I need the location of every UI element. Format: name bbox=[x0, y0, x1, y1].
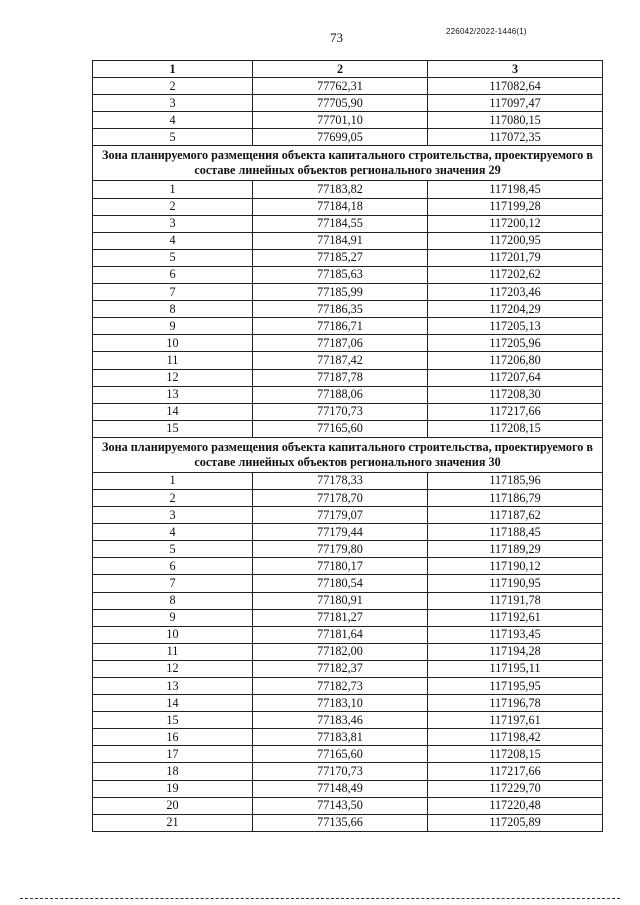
x-coordinate-cell: 77184,18 bbox=[253, 198, 428, 215]
point-number-cell: 8 bbox=[93, 301, 253, 318]
y-coordinate-cell: 117190,12 bbox=[428, 558, 603, 575]
point-number-cell: 4 bbox=[93, 112, 253, 129]
point-number-cell: 6 bbox=[93, 558, 253, 575]
y-coordinate-cell: 117197,61 bbox=[428, 712, 603, 729]
x-coordinate-cell: 77170,73 bbox=[253, 763, 428, 780]
zone-title-row bbox=[93, 437, 603, 472]
point-number-cell: 7 bbox=[93, 284, 253, 301]
point-number-cell: 8 bbox=[93, 592, 253, 609]
y-coordinate-cell: 117217,66 bbox=[428, 403, 603, 420]
y-coordinate-cell: 117204,29 bbox=[428, 301, 603, 318]
y-coordinate-cell: 117190,95 bbox=[428, 575, 603, 592]
y-coordinate-cell: 117205,96 bbox=[428, 335, 603, 352]
x-coordinate-cell: 77180,17 bbox=[253, 558, 428, 575]
point-number-cell: 20 bbox=[93, 797, 253, 814]
point-number-cell: 14 bbox=[93, 695, 253, 712]
point-number-cell: 18 bbox=[93, 763, 253, 780]
x-coordinate-cell: 77182,00 bbox=[253, 643, 428, 660]
table-row bbox=[93, 78, 603, 95]
x-coordinate-cell: 77181,64 bbox=[253, 626, 428, 643]
x-coordinate-cell: 77165,60 bbox=[253, 746, 428, 763]
table-row bbox=[93, 678, 603, 695]
x-coordinate-cell: 77180,91 bbox=[253, 592, 428, 609]
table-row bbox=[93, 712, 603, 729]
x-coordinate-cell: 77701,10 bbox=[253, 112, 428, 129]
y-coordinate-cell: 117205,13 bbox=[428, 318, 603, 335]
table-row bbox=[93, 301, 603, 318]
y-coordinate-cell: 117198,45 bbox=[428, 181, 603, 198]
table-row bbox=[93, 609, 603, 626]
point-number-cell: 21 bbox=[93, 814, 253, 831]
y-coordinate-cell: 117199,28 bbox=[428, 198, 603, 215]
y-coordinate-cell: 117192,61 bbox=[428, 609, 603, 626]
table-row bbox=[93, 386, 603, 403]
point-number-cell: 13 bbox=[93, 678, 253, 695]
y-coordinate-cell: 117191,78 bbox=[428, 592, 603, 609]
x-coordinate-cell: 77182,73 bbox=[253, 678, 428, 695]
table-row bbox=[93, 129, 603, 146]
x-coordinate-cell: 77762,31 bbox=[253, 78, 428, 95]
zone-title: Зона планируемого размещения объекта капитального строительства, проектируемого в составе линейных объектов регионального значения 29 bbox=[93, 146, 603, 181]
x-coordinate-cell: 77187,78 bbox=[253, 369, 428, 386]
x-coordinate-cell: 77705,90 bbox=[253, 95, 428, 112]
table-row bbox=[93, 266, 603, 283]
page-number: 73 bbox=[330, 30, 343, 45]
table-row bbox=[93, 558, 603, 575]
y-coordinate-cell: 117208,15 bbox=[428, 420, 603, 437]
x-coordinate-cell: 77179,44 bbox=[253, 524, 428, 541]
point-number-cell: 9 bbox=[93, 318, 253, 335]
y-coordinate-cell: 117189,29 bbox=[428, 541, 603, 558]
table-row bbox=[93, 249, 603, 266]
point-number-cell: 3 bbox=[93, 507, 253, 524]
header-cell-1: 1 bbox=[93, 61, 253, 78]
table-row bbox=[93, 232, 603, 249]
table-row bbox=[93, 318, 603, 335]
y-coordinate-cell: 117195,11 bbox=[428, 660, 603, 677]
x-coordinate-cell: 77183,10 bbox=[253, 695, 428, 712]
table-row bbox=[93, 215, 603, 232]
footer-divider bbox=[20, 898, 620, 899]
x-coordinate-cell: 77179,07 bbox=[253, 507, 428, 524]
point-number-cell: 10 bbox=[93, 626, 253, 643]
table-row bbox=[93, 592, 603, 609]
point-number-cell: 4 bbox=[93, 524, 253, 541]
point-number-cell: 5 bbox=[93, 129, 253, 146]
table-row bbox=[93, 489, 603, 506]
y-coordinate-cell: 117200,95 bbox=[428, 232, 603, 249]
point-number-cell: 13 bbox=[93, 386, 253, 403]
x-coordinate-cell: 77178,33 bbox=[253, 472, 428, 489]
x-coordinate-cell: 77184,55 bbox=[253, 215, 428, 232]
y-coordinate-cell: 117229,70 bbox=[428, 780, 603, 797]
x-coordinate-cell: 77186,35 bbox=[253, 301, 428, 318]
x-coordinate-cell: 77170,73 bbox=[253, 403, 428, 420]
x-coordinate-cell: 77699,05 bbox=[253, 129, 428, 146]
table-row bbox=[93, 814, 603, 831]
y-coordinate-cell: 117186,79 bbox=[428, 489, 603, 506]
x-coordinate-cell: 77179,80 bbox=[253, 541, 428, 558]
x-coordinate-cell: 77188,06 bbox=[253, 386, 428, 403]
y-coordinate-cell: 117217,66 bbox=[428, 763, 603, 780]
x-coordinate-cell: 77183,82 bbox=[253, 181, 428, 198]
table-row bbox=[93, 729, 603, 746]
header-cell-2: 2 bbox=[253, 61, 428, 78]
table-row bbox=[93, 626, 603, 643]
point-number-cell: 12 bbox=[93, 660, 253, 677]
document-code: 226042/2022-1446(1) bbox=[446, 27, 527, 36]
table-row bbox=[93, 472, 603, 489]
point-number-cell: 6 bbox=[93, 266, 253, 283]
table-row bbox=[93, 507, 603, 524]
point-number-cell: 11 bbox=[93, 352, 253, 369]
table-row bbox=[93, 95, 603, 112]
x-coordinate-cell: 77184,91 bbox=[253, 232, 428, 249]
table-row bbox=[93, 524, 603, 541]
x-coordinate-cell: 77185,99 bbox=[253, 284, 428, 301]
point-number-cell: 2 bbox=[93, 198, 253, 215]
table-row bbox=[93, 181, 603, 198]
x-coordinate-cell: 77186,71 bbox=[253, 318, 428, 335]
point-number-cell: 16 bbox=[93, 729, 253, 746]
table-row bbox=[93, 780, 603, 797]
table-row bbox=[93, 797, 603, 814]
table-body bbox=[93, 78, 603, 832]
y-coordinate-cell: 117208,15 bbox=[428, 746, 603, 763]
point-number-cell: 10 bbox=[93, 335, 253, 352]
x-coordinate-cell: 77148,49 bbox=[253, 780, 428, 797]
table-header bbox=[93, 61, 603, 78]
y-coordinate-cell: 117193,45 bbox=[428, 626, 603, 643]
x-coordinate-cell: 77143,50 bbox=[253, 797, 428, 814]
table-row bbox=[93, 112, 603, 129]
point-number-cell: 3 bbox=[93, 215, 253, 232]
y-coordinate-cell: 117196,78 bbox=[428, 695, 603, 712]
point-number-cell: 1 bbox=[93, 181, 253, 198]
x-coordinate-cell: 77135,66 bbox=[253, 814, 428, 831]
table-row bbox=[93, 763, 603, 780]
y-coordinate-cell: 117080,15 bbox=[428, 112, 603, 129]
y-coordinate-cell: 117097,47 bbox=[428, 95, 603, 112]
zone-title: Зона планируемого размещения объекта капитального строительства, проектируемого в составе линейных объектов регионального значения 30 bbox=[93, 437, 603, 472]
point-number-cell: 3 bbox=[93, 95, 253, 112]
point-number-cell: 5 bbox=[93, 249, 253, 266]
x-coordinate-cell: 77185,63 bbox=[253, 266, 428, 283]
y-coordinate-cell: 117185,96 bbox=[428, 472, 603, 489]
table-row bbox=[93, 335, 603, 352]
x-coordinate-cell: 77187,42 bbox=[253, 352, 428, 369]
y-coordinate-cell: 117205,89 bbox=[428, 814, 603, 831]
y-coordinate-cell: 117188,45 bbox=[428, 524, 603, 541]
point-number-cell: 2 bbox=[93, 78, 253, 95]
point-number-cell: 11 bbox=[93, 643, 253, 660]
y-coordinate-cell: 117198,42 bbox=[428, 729, 603, 746]
zone-title-row bbox=[93, 146, 603, 181]
header-cell-3: 3 bbox=[428, 61, 603, 78]
coordinates-table bbox=[92, 60, 603, 832]
y-coordinate-cell: 117200,12 bbox=[428, 215, 603, 232]
point-number-cell: 1 bbox=[93, 472, 253, 489]
table-row bbox=[93, 660, 603, 677]
table-row bbox=[93, 403, 603, 420]
y-coordinate-cell: 117202,62 bbox=[428, 266, 603, 283]
table-row bbox=[93, 643, 603, 660]
table-row bbox=[93, 575, 603, 592]
table-row bbox=[93, 746, 603, 763]
y-coordinate-cell: 117082,64 bbox=[428, 78, 603, 95]
table-row bbox=[93, 352, 603, 369]
point-number-cell: 2 bbox=[93, 489, 253, 506]
table-row bbox=[93, 369, 603, 386]
table-row bbox=[93, 695, 603, 712]
x-coordinate-cell: 77185,27 bbox=[253, 249, 428, 266]
table-row bbox=[93, 541, 603, 558]
y-coordinate-cell: 117072,35 bbox=[428, 129, 603, 146]
y-coordinate-cell: 117206,80 bbox=[428, 352, 603, 369]
point-number-cell: 14 bbox=[93, 403, 253, 420]
x-coordinate-cell: 77181,27 bbox=[253, 609, 428, 626]
x-coordinate-cell: 77182,37 bbox=[253, 660, 428, 677]
point-number-cell: 9 bbox=[93, 609, 253, 626]
y-coordinate-cell: 117208,30 bbox=[428, 386, 603, 403]
y-coordinate-cell: 117194,28 bbox=[428, 643, 603, 660]
point-number-cell: 15 bbox=[93, 420, 253, 437]
y-coordinate-cell: 117195,95 bbox=[428, 678, 603, 695]
point-number-cell: 12 bbox=[93, 369, 253, 386]
y-coordinate-cell: 117187,62 bbox=[428, 507, 603, 524]
x-coordinate-cell: 77187,06 bbox=[253, 335, 428, 352]
x-coordinate-cell: 77178,70 bbox=[253, 489, 428, 506]
y-coordinate-cell: 117207,64 bbox=[428, 369, 603, 386]
y-coordinate-cell: 117220,48 bbox=[428, 797, 603, 814]
table-row bbox=[93, 420, 603, 437]
point-number-cell: 5 bbox=[93, 541, 253, 558]
x-coordinate-cell: 77180,54 bbox=[253, 575, 428, 592]
point-number-cell: 15 bbox=[93, 712, 253, 729]
point-number-cell: 7 bbox=[93, 575, 253, 592]
y-coordinate-cell: 117201,79 bbox=[428, 249, 603, 266]
x-coordinate-cell: 77183,46 bbox=[253, 712, 428, 729]
point-number-cell: 4 bbox=[93, 232, 253, 249]
table-row bbox=[93, 284, 603, 301]
point-number-cell: 19 bbox=[93, 780, 253, 797]
header-row bbox=[93, 61, 603, 78]
point-number-cell: 17 bbox=[93, 746, 253, 763]
table-row bbox=[93, 198, 603, 215]
x-coordinate-cell: 77165,60 bbox=[253, 420, 428, 437]
y-coordinate-cell: 117203,46 bbox=[428, 284, 603, 301]
x-coordinate-cell: 77183,81 bbox=[253, 729, 428, 746]
